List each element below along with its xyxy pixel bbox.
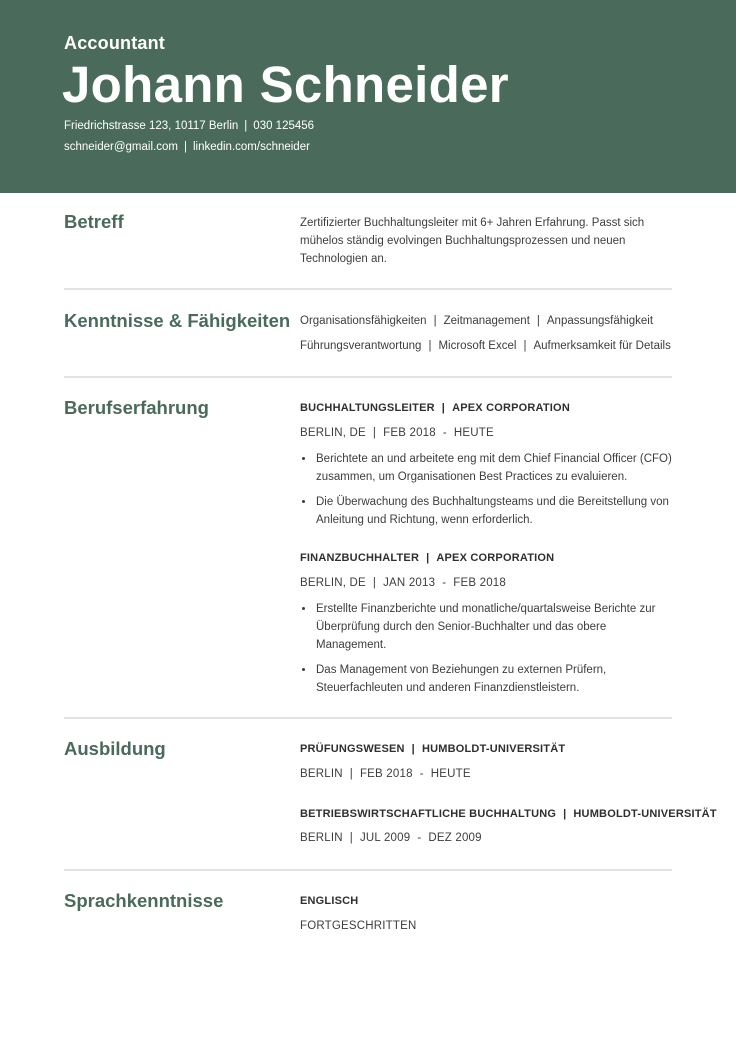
education-end: HEUTE — [430, 768, 471, 780]
experience-title: Berufserfahrung — [64, 397, 209, 418]
section-divider — [64, 376, 672, 378]
separator: | — [563, 808, 567, 820]
education-degree: BETRIEBSWIRTSCHAFTLICHE BUCHHALTUNG — [300, 808, 557, 820]
section-divider — [64, 869, 672, 871]
job-role: Accountant — [64, 33, 165, 53]
skill-item: Führungsverantwortung — [300, 340, 422, 352]
skill-item: Aufmerksamkeit für Details — [533, 340, 671, 352]
linkedin: linkedin.com/schneider — [192, 141, 310, 153]
separator: | — [441, 402, 446, 414]
date-dash: - — [442, 577, 447, 589]
phone: 030 125456 — [253, 120, 315, 132]
education-heading — [300, 743, 565, 755]
job-company: APEX CORPORATION — [436, 552, 555, 564]
separator: | — [349, 832, 353, 844]
skill-item: Anpassungsfähigkeit — [546, 315, 654, 327]
skill-item: Microsoft Excel — [438, 340, 517, 352]
skills-row — [300, 337, 671, 355]
education-location: BERLIN — [300, 832, 343, 844]
contact-line-1 — [64, 120, 314, 132]
skills-title: Kenntnisse & Fähigkeiten — [64, 310, 291, 331]
education-school: HUMBOLDT-UNIVERSITÄT — [421, 743, 566, 755]
separator: | — [411, 743, 415, 755]
separator: | — [428, 340, 432, 352]
bullet-item: • Die Überwachung des Buchhaltungsteams und die Bereitstellung von Anleitung und Richtung, wenn erforderlich. — [315, 493, 695, 529]
education-school: HUMBOLDT-UNIVERSITÄT — [573, 808, 717, 820]
skills-row — [300, 312, 653, 330]
separator: | — [536, 315, 540, 327]
education-meta — [300, 832, 482, 844]
job-heading — [300, 402, 570, 414]
separator: | — [183, 141, 187, 153]
candidate-name: Johann Schneider — [62, 56, 509, 113]
job-end: HEUTE — [453, 427, 494, 439]
separator: | — [433, 315, 437, 327]
job-company: APEX CORPORATION — [452, 402, 570, 414]
summary-title: Betreff — [64, 211, 124, 232]
bullet-item: • Berichtete an und arbeitete eng mit dem Chief Financial Officer (CFO) zusammen, um Organisationen Best Practices zu evaluieren. — [315, 450, 695, 486]
section-divider — [64, 288, 672, 290]
date-dash: - — [417, 832, 422, 844]
date-dash: - — [419, 768, 424, 780]
education-location: BERLIN — [300, 768, 343, 780]
skill-item: Zeitmanagement — [443, 315, 530, 327]
date-dash: - — [442, 427, 447, 439]
separator: | — [426, 552, 430, 564]
section-divider — [64, 717, 672, 719]
contact-line-2 — [64, 141, 310, 153]
education-start: FEB 2018 — [359, 768, 413, 780]
job-position: BUCHHALTUNGSLEITER — [300, 402, 435, 414]
separator: | — [244, 120, 248, 132]
job-start: JAN 2013 — [383, 577, 436, 589]
job-start: FEB 2018 — [383, 427, 436, 439]
separator: | — [372, 427, 377, 439]
skill-item: Organisationsfähigkeiten — [300, 315, 427, 327]
separator: | — [349, 768, 353, 780]
bullet-item: • Erstellte Finanzberichte und monatliche/quartalsweise Berichte zur Überprüfung durch den Senior-Buchhalter und das obere Management. — [315, 600, 695, 654]
job-location: BERLIN, DE — [300, 427, 366, 439]
education-start: JUL 2009 — [359, 832, 411, 844]
languages-title: Sprachkenntnisse — [64, 890, 224, 911]
job-heading — [300, 552, 554, 564]
resume-header — [0, 0, 736, 193]
job-meta — [300, 427, 494, 439]
education-title: Ausbildung — [64, 738, 166, 759]
job-bullets — [300, 600, 695, 704]
job-location: BERLIN, DE — [300, 577, 366, 589]
job-meta — [300, 577, 506, 589]
education-degree: PRÜFUNGSWESEN — [300, 743, 405, 755]
job-bullets — [300, 450, 695, 536]
job-position: FINANZBUCHHALTER — [300, 552, 420, 564]
bullet-item: • Das Management von Beziehungen zu externen Prüfern, Steuerfachleuten und anderen Finanzdienstleistern. — [315, 661, 695, 697]
education-end: DEZ 2009 — [428, 832, 482, 844]
address: Friedrichstrasse 123, 10117 Berlin — [64, 120, 239, 132]
job-end: FEB 2018 — [453, 577, 506, 589]
separator: | — [372, 577, 377, 589]
language-level: FORTGESCHRITTEN — [300, 920, 417, 932]
summary-line: mühelos ständig evolvingen Buchhaltungsprozessen und neuen — [300, 235, 626, 247]
summary-line: Zertifizierter Buchhaltungsleiter mit 6+ Jahren Erfahrung. Passt sich — [300, 217, 645, 229]
separator: | — [523, 340, 527, 352]
education-meta — [300, 768, 471, 780]
summary-line: Technologien an. — [300, 253, 387, 265]
email: schneider@gmail.com — [64, 141, 178, 153]
language-name: ENGLISCH — [300, 895, 359, 907]
education-heading — [300, 808, 717, 820]
